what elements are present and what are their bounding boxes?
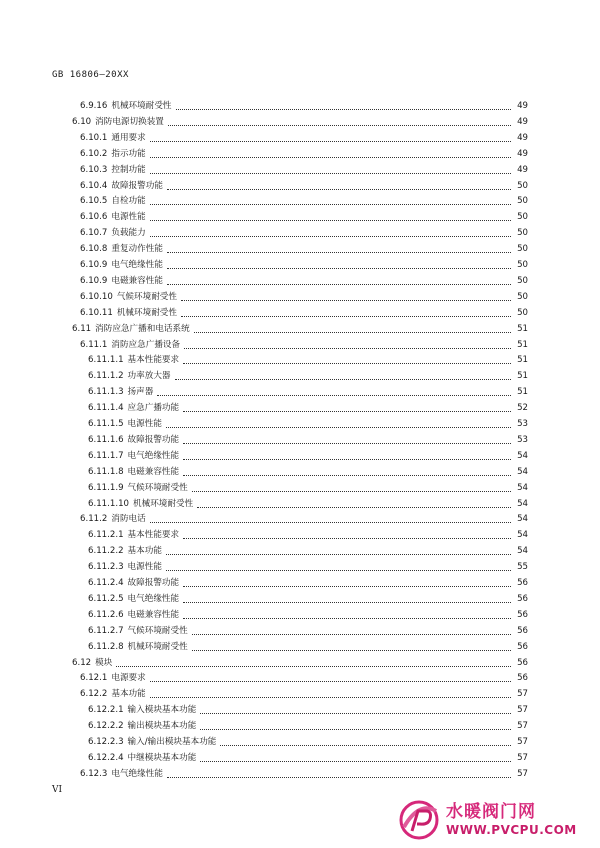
toc-leader-dots [183, 475, 511, 476]
toc-entry[interactable] [88, 350, 528, 366]
toc-entry[interactable] [88, 716, 528, 732]
toc-leader-dots [167, 777, 511, 778]
toc-leader-dots [184, 348, 511, 349]
toc-entry-page: 56 [517, 578, 528, 588]
toc-entry-number: 6.10.9 [80, 275, 108, 286]
toc-entry-page: 50 [517, 196, 528, 207]
toc-entry-title: 电气绝缘性能 [127, 450, 180, 461]
watermark-title: 水暖阀门网 [446, 802, 536, 822]
toc-leader-dots [200, 761, 511, 762]
toc-entry-page: 50 [517, 275, 528, 286]
toc-leader-dots [166, 427, 511, 428]
toc-entry-title: 电源要求 [111, 673, 146, 684]
toc-leader-dots [150, 173, 511, 174]
watermark-url: WWW.PVCPU.COM [446, 823, 577, 837]
toc-entry-title: 故障报警功能 [111, 180, 163, 191]
toc-leader-dots [183, 459, 511, 460]
toc-leader-dots [175, 379, 511, 380]
toc-entry-page: 54 [517, 530, 528, 541]
toc-entry-title: 通用要求 [111, 132, 146, 143]
toc-entry-title: 控制功能 [111, 164, 146, 175]
toc-entry[interactable] [72, 319, 528, 335]
toc-entry[interactable] [80, 223, 528, 239]
toc-entry-number: 6.12.2.3 [88, 737, 124, 747]
toc-entry-number: 6.10.8 [80, 244, 108, 255]
toc-entry-title: 机械环境耐受性 [111, 101, 172, 111]
toc-leader-dots [183, 602, 511, 603]
toc-entry-title: 基本性能要求 [127, 530, 180, 541]
toc-entry-page: 50 [517, 212, 528, 223]
toc-entry-number: 6.11.2.1 [88, 530, 124, 541]
toc-entry-number: 6.10.4 [80, 180, 108, 191]
toc-entry-title: 机械环境耐受性 [133, 498, 194, 509]
toc-leader-dots [150, 204, 511, 205]
toc-entry[interactable] [80, 239, 528, 255]
toc-entry-page: 54 [517, 546, 528, 557]
toc-leader-dots [167, 268, 511, 269]
toc-entry-number: 6.10.1 [80, 132, 108, 143]
toc-entry-title: 基本性能要求 [127, 355, 180, 366]
toc-entry-page: 57 [517, 705, 528, 716]
toc-leader-dots [183, 443, 511, 444]
toc-entry-number: 6.10.9 [80, 260, 108, 270]
toc-entry[interactable] [88, 494, 528, 510]
toc-leader-dots [116, 666, 511, 667]
toc-leader-dots [192, 650, 511, 651]
toc-entry-page: 54 [517, 450, 528, 461]
toc-entry-title: 扬声器 [127, 387, 154, 398]
toc-entry[interactable] [88, 446, 528, 462]
toc-entry-number: 6.12 [72, 657, 92, 668]
toc-entry-title: 应急广播功能 [127, 403, 180, 414]
toc-entry[interactable] [88, 414, 528, 430]
toc-entry-title: 基本功能 [127, 546, 162, 557]
toc-entry[interactable] [88, 398, 528, 414]
toc-entry-title: 故障报警功能 [127, 434, 180, 445]
toc-leader-dots [166, 554, 511, 555]
toc-entry-number: 6.11.1.2 [88, 371, 124, 382]
toc-entry[interactable] [80, 191, 528, 207]
toc-entry-page: 51 [517, 371, 528, 382]
watermark [396, 796, 586, 844]
toc-entry[interactable] [88, 573, 528, 589]
toc-entry-page: 51 [517, 355, 528, 366]
toc-entry-page: 56 [517, 673, 528, 684]
toc-entry[interactable] [80, 128, 528, 144]
toc-entry-page: 49 [517, 101, 528, 111]
toc-leader-dots [200, 729, 511, 730]
toc-entry[interactable] [80, 207, 528, 223]
toc-entry-number: 6.11 [72, 323, 92, 334]
toc-leader-dots [150, 236, 511, 237]
toc-entry-title: 气候环境耐受性 [116, 291, 177, 302]
toc-entry-page: 51 [517, 387, 528, 398]
toc-entry[interactable] [88, 525, 528, 541]
toc-leader-dots [183, 411, 511, 412]
toc-entry-number: 6.12.1 [80, 673, 108, 684]
toc-leader-dots [167, 189, 511, 190]
toc-entry[interactable] [72, 112, 528, 128]
toc-entry-page: 49 [517, 132, 528, 143]
toc-entry-page: 57 [517, 768, 528, 779]
toc-entry-number: 6.11.2.8 [88, 641, 124, 652]
toc-leader-dots [192, 491, 511, 492]
toc-leader-dots [183, 363, 511, 364]
toc-entry[interactable] [80, 303, 528, 319]
toc-entry-page: 50 [517, 291, 528, 302]
toc-leader-dots [150, 220, 511, 221]
toc-entry-title: 指示功能 [111, 148, 146, 159]
toc-entry[interactable] [72, 653, 528, 669]
toc-leader-dots [197, 507, 511, 508]
toc-entry-page: 56 [517, 641, 528, 652]
toc-leader-dots [181, 316, 511, 317]
toc-entry-page: 52 [517, 403, 528, 414]
toc-entry-title: 消防电源切换装置 [95, 116, 164, 127]
toc-leader-dots [157, 395, 511, 396]
toc-entry-title: 机械环境耐受性 [116, 307, 177, 318]
document-header: GB 16806—20XX [52, 70, 129, 80]
toc-entry-page: 54 [517, 466, 528, 477]
toc-entry[interactable] [88, 478, 528, 494]
toc-entry-number: 6.11.1.5 [88, 419, 124, 429]
toc-entry[interactable] [88, 589, 528, 605]
toc-entry[interactable] [88, 462, 528, 478]
toc-entry[interactable] [88, 700, 528, 716]
toc-entry-number: 6.11.1.10 [88, 498, 130, 509]
toc-entry-title: 功率放大器 [127, 371, 171, 382]
toc-entry[interactable] [80, 96, 528, 112]
toc-leader-dots [192, 634, 511, 635]
toc-entry[interactable] [80, 271, 528, 287]
toc-entry-number: 6.11.1.6 [88, 434, 124, 445]
toc-entry-title: 电气绝缘性能 [111, 260, 163, 270]
toc-entry-page: 54 [517, 482, 528, 493]
toc-leader-dots [150, 141, 511, 142]
toc-entry-page: 56 [517, 609, 528, 620]
toc-entry[interactable] [88, 541, 528, 557]
toc-entry-page: 57 [517, 689, 528, 700]
toc-entry[interactable] [88, 382, 528, 398]
toc-entry-number: 6.12.2.2 [88, 721, 124, 732]
toc-entry-number: 6.12.2.1 [88, 705, 124, 716]
toc-entry-number: 6.10.5 [80, 196, 108, 207]
toc-entry-page: 50 [517, 228, 528, 239]
toc-entry-number: 6.11.2.2 [88, 546, 124, 557]
toc-entry-title: 故障报警功能 [127, 578, 180, 588]
toc-entry-page: 56 [517, 625, 528, 636]
toc-entry-page: 50 [517, 180, 528, 191]
toc-entry[interactable] [88, 732, 528, 748]
toc-entry-number: 6.11.1.1 [88, 355, 124, 366]
toc-entry-number: 6.11.2.7 [88, 625, 124, 636]
toc-entry-page: 51 [517, 339, 528, 350]
toc-leader-dots [168, 125, 511, 126]
toc-leader-dots [167, 284, 511, 285]
toc-entry[interactable] [80, 176, 528, 192]
toc-entry-page: 56 [517, 657, 528, 668]
toc-entry-page: 51 [517, 323, 528, 334]
toc-leader-dots [200, 713, 511, 714]
toc-entry-page: 49 [517, 116, 528, 127]
toc-entry-number: 6.9.16 [80, 101, 108, 111]
toc-entry-title: 模块 [95, 657, 113, 668]
toc-entry-number: 6.11.1.3 [88, 387, 124, 398]
toc-leader-dots [181, 300, 511, 301]
toc-entry[interactable] [80, 668, 528, 684]
toc-entry-number: 6.10.3 [80, 164, 108, 175]
toc-entry[interactable] [88, 430, 528, 446]
toc-entry-page: 50 [517, 260, 528, 270]
toc-entry-number: 6.10.2 [80, 148, 108, 159]
toc-entry-number: 6.12.3 [80, 768, 108, 779]
toc-entry-page: 57 [517, 721, 528, 732]
toc-leader-dots [183, 586, 511, 587]
toc-entry-title: 消防应急广播和电话系统 [95, 323, 190, 334]
toc-entry-page: 50 [517, 244, 528, 255]
toc-entry[interactable] [80, 287, 528, 303]
toc-entry-title: 电源性能 [127, 419, 162, 429]
toc-entry-title: 负载能力 [111, 228, 146, 239]
toc-entry-title: 消防电话 [111, 514, 146, 525]
toc-entry[interactable] [88, 748, 528, 764]
toc-entry-number: 6.11.1.7 [88, 450, 124, 461]
toc-entry-page: 57 [517, 737, 528, 747]
toc-entry-title: 气候环境耐受性 [127, 482, 188, 493]
toc-entry-title: 输出模块基本功能 [127, 721, 197, 732]
toc-entry-title: 电源性能 [111, 212, 146, 223]
toc-entry[interactable] [80, 255, 528, 271]
toc-entry[interactable] [80, 684, 528, 700]
toc-leader-dots [166, 570, 511, 571]
toc-entry-title: 电磁兼容性能 [111, 275, 163, 286]
toc-entry-number: 6.12.2.4 [88, 752, 124, 763]
toc-entry[interactable] [80, 144, 528, 160]
toc-leader-dots [150, 697, 511, 698]
toc-leader-dots [220, 745, 511, 746]
toc-entry-number: 6.10.7 [80, 228, 108, 239]
toc-entry-title: 消防应急广播设备 [111, 339, 181, 350]
toc-leader-dots [183, 538, 511, 539]
toc-entry-number: 6.11.1.9 [88, 482, 124, 493]
toc-leader-dots [150, 681, 511, 682]
toc-leader-dots [167, 252, 511, 253]
toc-entry[interactable] [88, 621, 528, 637]
toc-entry-title: 电源性能 [127, 562, 162, 573]
toc-entry-number: 6.12.2 [80, 689, 108, 700]
toc-entry-title: 自检功能 [111, 196, 146, 207]
toc-entry[interactable] [88, 605, 528, 621]
toc-leader-dots [183, 618, 511, 619]
toc-entry-page: 53 [517, 434, 528, 445]
toc-entry-page: 56 [517, 593, 528, 604]
toc-entry-title: 中继模块基本功能 [127, 752, 197, 763]
toc-entry[interactable] [80, 509, 528, 525]
toc-entry-title: 电磁兼容性能 [127, 609, 180, 620]
toc-leader-dots [150, 157, 511, 158]
toc-entry-page: 50 [517, 307, 528, 318]
toc-entry-number: 6.11.1.4 [88, 403, 124, 414]
toc-leader-dots [176, 109, 511, 110]
toc-entry-title: 重复动作性能 [111, 244, 163, 255]
toc-entry-page: 49 [517, 148, 528, 159]
toc-entry-number: 6.10.11 [80, 307, 113, 318]
toc-entry-page: 55 [517, 562, 528, 573]
toc-leader-dots [150, 522, 511, 523]
toc-entry-page: 54 [517, 498, 528, 509]
toc-entry-title: 输入/输出模块基本功能 [127, 737, 217, 747]
toc-entry-title: 气候环境耐受性 [127, 625, 188, 636]
toc-entry-title: 输入模块基本功能 [127, 705, 197, 716]
toc-leader-dots [194, 332, 511, 333]
toc-entry-number: 6.11.2.4 [88, 578, 124, 588]
toc-entry-title: 电气绝缘性能 [127, 593, 180, 604]
toc-entry[interactable] [80, 335, 528, 351]
watermark-logo-icon [396, 797, 442, 843]
toc-entry[interactable] [88, 557, 528, 573]
toc-entry-number: 6.11.2.6 [88, 609, 124, 620]
toc-entry-number: 6.11.2.5 [88, 593, 124, 604]
toc-entry-number: 6.10 [72, 116, 92, 127]
toc-entry-page: 53 [517, 419, 528, 429]
toc-entry[interactable] [88, 366, 528, 382]
toc-entry-page: 57 [517, 752, 528, 763]
toc-entry-page: 54 [517, 514, 528, 525]
toc-entry[interactable] [80, 764, 528, 780]
toc-entry-number: 6.11.2 [80, 514, 108, 525]
toc-entry-number: 6.10.6 [80, 212, 108, 223]
toc-entry-title: 电气绝缘性能 [111, 768, 163, 779]
toc-entry-title: 机械环境耐受性 [127, 641, 188, 652]
page-number: VI [52, 785, 63, 795]
toc-entry-title: 电磁兼容性能 [127, 466, 180, 477]
toc-entry-title: 基本功能 [111, 689, 146, 700]
toc-entry-page: 49 [517, 164, 528, 175]
toc-entry-number: 6.10.10 [80, 291, 113, 302]
toc-entry[interactable] [80, 160, 528, 176]
toc-entry-number: 6.11.2.3 [88, 562, 124, 573]
toc-entry-number: 6.11.1.8 [88, 466, 124, 477]
toc-entry[interactable] [88, 637, 528, 653]
toc-entry-number: 6.11.1 [80, 339, 108, 350]
